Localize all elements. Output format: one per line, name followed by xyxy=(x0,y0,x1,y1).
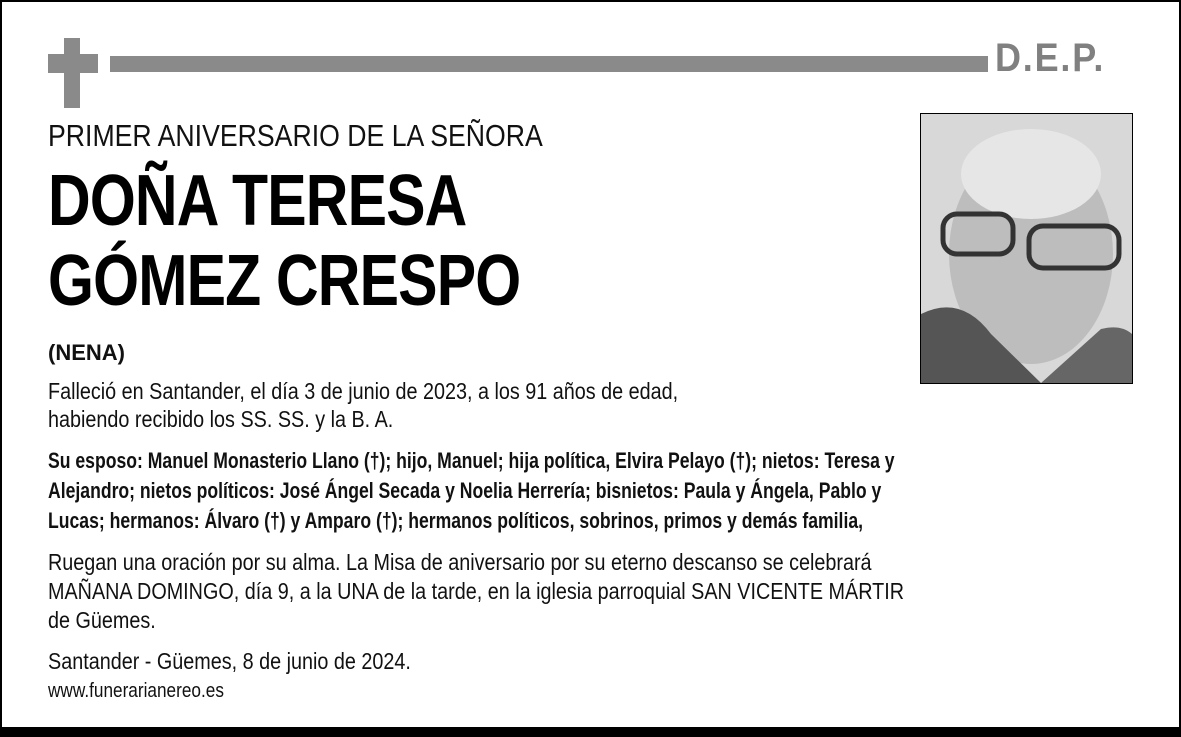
header-rule xyxy=(110,56,988,72)
place-date: Santander - Güemes, 8 de junio de 2024. xyxy=(48,648,411,674)
family-text-line: Alejandro; nietos políticos: José Ángel Secada y Noelia Herrería; bisnietos: Paula y Ángela, Pablo y xyxy=(48,478,882,503)
mass-text-line: MAÑANA DOMINGO, día 9, a la UNA de la tarde, en la iglesia parroquial SAN VICENTE MÁRTIR xyxy=(48,578,904,604)
family-text-line: Lucas; hermanos: Álvaro (†) y Amparo (†); hermanos políticos, sobrinos, primos y demás familia, xyxy=(48,508,864,533)
nickname: (NENA) xyxy=(48,340,125,365)
intro-text: PRIMER ANIVERSARIO DE LA SEÑORA xyxy=(48,118,543,153)
deceased-name-line-1: DOÑA TERESA xyxy=(48,161,467,241)
deceased-name-line-2: GÓMEZ CRESPO xyxy=(48,241,521,321)
mass-text-line: Ruegan una oración por su alma. La Misa de aniversario por su eterno descanso se celebrará xyxy=(48,549,872,575)
mass-text-line: de Güemes. xyxy=(48,607,156,633)
dep-label: D.E.P. xyxy=(995,36,1106,80)
death-text-line: Falleció en Santander, el día 3 de junio de 2023, a los 91 años de edad, xyxy=(48,378,679,404)
family-text-line: Su esposo: Manuel Monasterio Llano (†); hijo, Manuel; hija política, Elvira Pelayo (†); nietos: Teresa y xyxy=(48,448,895,473)
bottom-bar xyxy=(0,727,1181,737)
death-text-line: habiendo recibido los SS. SS. y la B. A. xyxy=(48,406,394,432)
portrait-photo xyxy=(920,113,1133,384)
cross-icon xyxy=(64,38,80,108)
website-link[interactable]: www.funerarianereo.es xyxy=(48,680,224,702)
cross-icon-arm xyxy=(48,54,98,73)
